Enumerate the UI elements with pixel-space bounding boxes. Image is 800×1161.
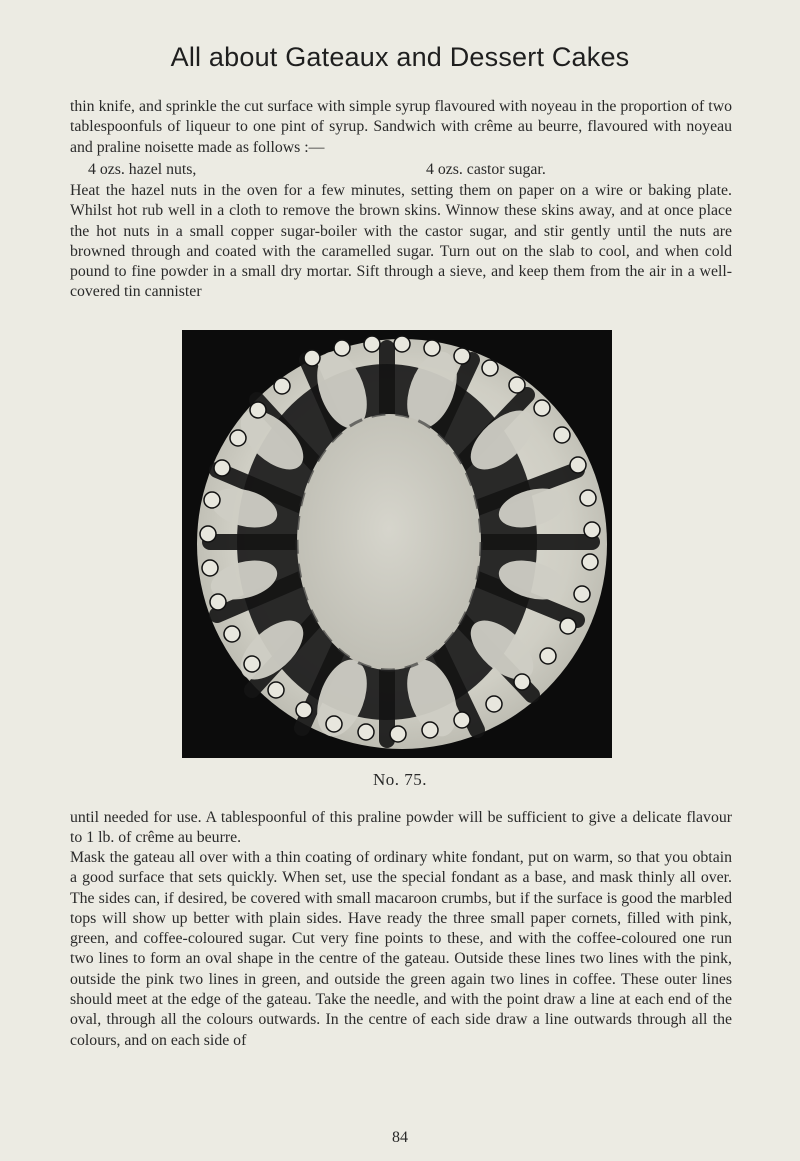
ingredient-castor-sugar: 4 ozs. castor sugar. [426,161,546,178]
ingredient-hazel-nuts: 4 ozs. hazel nuts, [88,161,197,178]
page-title: All about Gateaux and Dessert Cakes [170,42,630,72]
paragraph-masking-method [70,848,732,1051]
marbled-gateau-image [182,330,612,758]
paragraph-masking-text: Mask the gateau all over with a thin coating of ordinary white fondant, put on warm, so that you obtain a good surface that sets quickly. When set, use the special fondant as a base, and mask thinly all over. The sides can, if desired, be covered with small macaroon crumbs, but if the surface is good the marbled tops will show up better with plain sides. Have ready the three small paper cornets, filled with pink, green, and coffee-coloured sugar. Cut very fine points to these, and with the coffee-coloured one run two lines to form an oval shape in the centre of the gateau. Outside these lines two lines with the pink, outside the pink two lines in green, and outside the green again two lines in coffee. These outer lines should meet at the edge of the gateau. Take the needle, and with the point draw a line at each end of the oval, through all the colours outwards. In the centre of each side draw a line outwards through all the colours, and on each side of [70,849,732,1049]
paragraph-praline-usage: until needed for use. A tablespoonful of this praline powder will be sufficient to give a delicate flavour to 1 lb. of crême au beurre. [70,809,732,847]
paragraph-intro: thin knife, and sprinkle the cut surface with simple syrup flavoured with noyeau in the proportion of two tablespoonfuls of liqueur to one pint of syrup. Sandwich with crême au beurre, flavoured with noyeau and praline noisette made as follows :— [70,98,732,156]
gateau-photograph [182,330,612,758]
page-number: 84 [392,1129,408,1146]
paragraph-praline-method: Heat the hazel nuts in the oven for a few minutes, setting them on paper on a wire or baking plate. Whilst hot rub well in a cloth to remove the brown skins. Winnow these skins away, and at once place the hot nuts in a small copper sugar-boiler with the castor sugar, and stir gently until the nuts are browned through and coated with the caramelled sugar. Turn out on the slab to cool, and when cold pound to fine powder in a small dry mortar. Sift through a sieve, and keep them from the air in a well-covered tin cannister [70,182,732,301]
ingredient-list [88,160,728,180]
figure-caption: No. 75. [372,770,428,789]
